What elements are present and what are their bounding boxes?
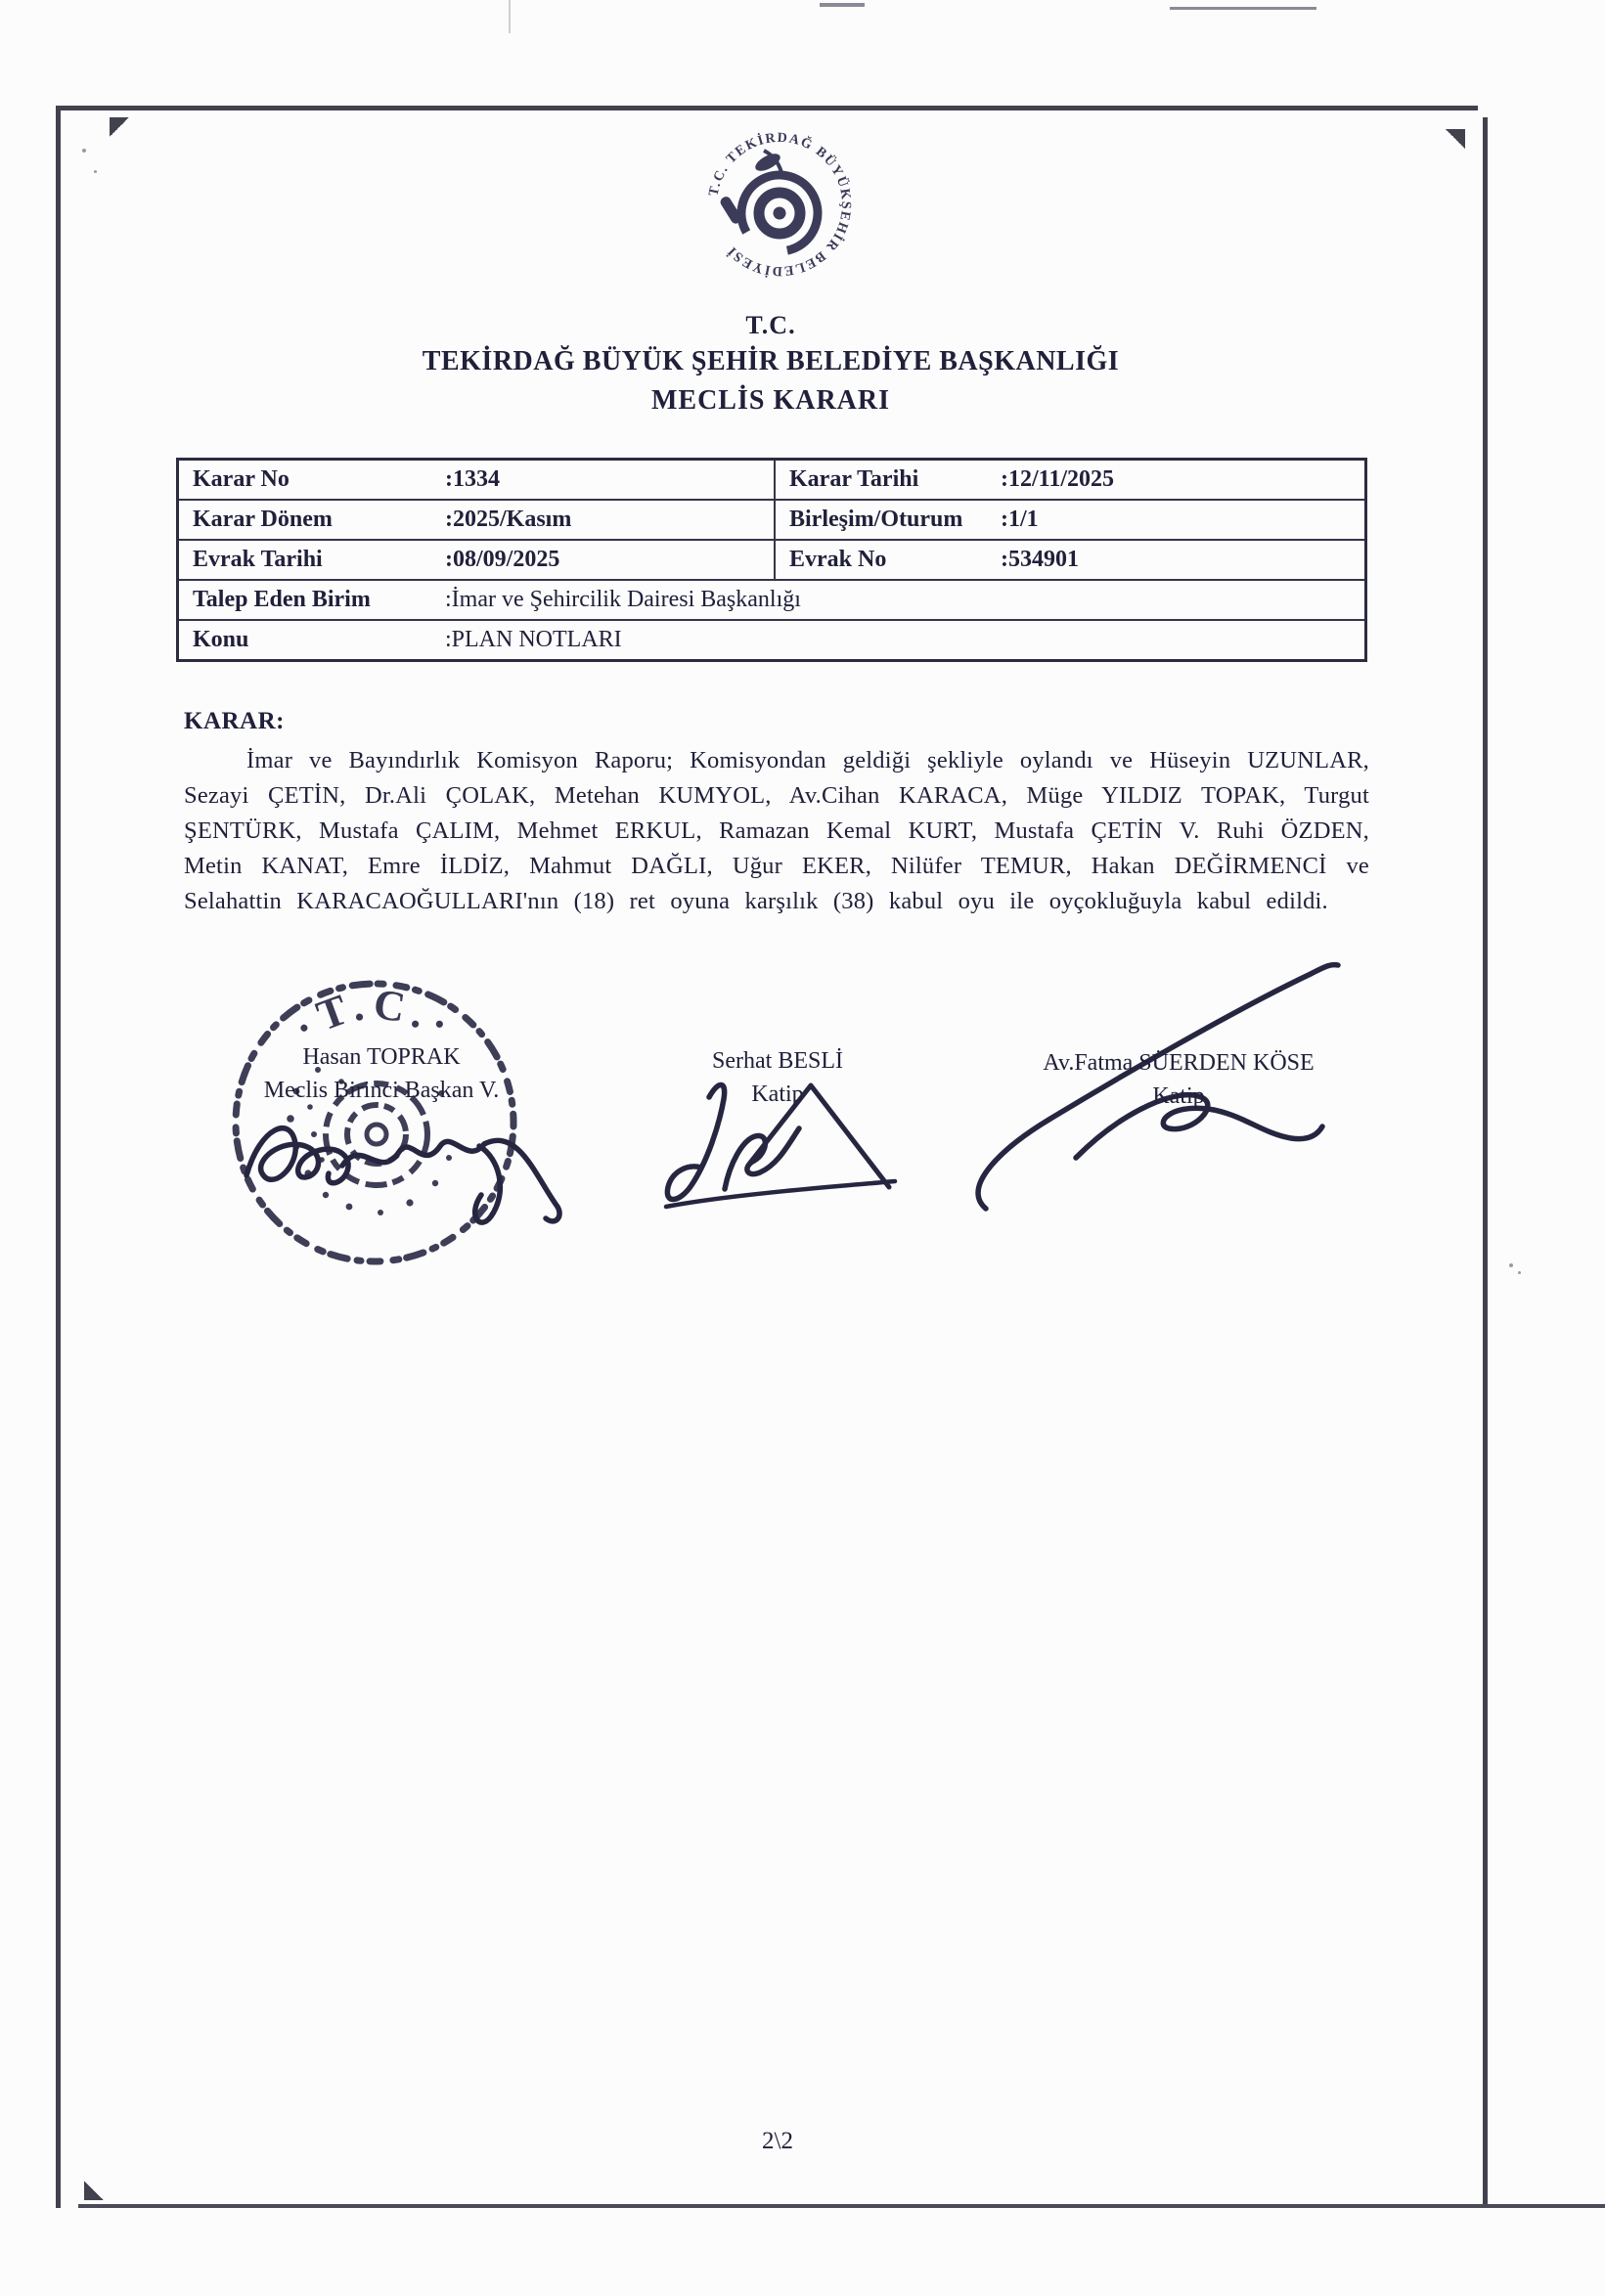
page-title: TEKİRDAĞ BÜYÜK ŞEHİR BELEDİYE BAŞKANLIĞI	[422, 346, 1120, 376]
field-value: :2025/Kasım	[445, 507, 572, 532]
signature-block-clerk-2	[998, 1050, 1360, 1110]
field-value: :PLAN NOTLARI	[445, 627, 622, 652]
signer-name: Hasan TOPRAK	[302, 1044, 461, 1070]
field-value: :534901	[1001, 547, 1079, 572]
signature-block-clerk-1	[636, 1048, 919, 1108]
table-row	[179, 501, 1364, 541]
field-value: :1/1	[1001, 507, 1039, 532]
field-value: :1334	[445, 466, 500, 492]
scan-artifact	[82, 149, 86, 153]
page-number: 2\2	[762, 2128, 793, 2154]
field-label: Evrak Tarihi	[193, 547, 323, 572]
scan-artifact	[94, 170, 97, 173]
field-value: :08/09/2025	[445, 547, 560, 572]
corner-mark-bottom-left	[84, 2181, 104, 2200]
scan-artifact	[1509, 1263, 1513, 1267]
field-label: Konu	[193, 627, 249, 652]
scan-artifact	[509, 0, 511, 33]
signer-title: Katip	[751, 1082, 804, 1107]
decision-heading: KARAR:	[184, 708, 285, 734]
scan-artifact	[1518, 1271, 1521, 1274]
document-header	[57, 311, 1485, 417]
table-row	[179, 581, 1364, 621]
field-label: Karar No	[193, 466, 290, 492]
table-row	[179, 541, 1364, 581]
signer-title: Meclis Birinci Başkan V.	[263, 1078, 500, 1103]
table-row	[179, 461, 1364, 501]
municipality-seal-icon	[696, 121, 863, 287]
republic-abbreviation: T.C.	[745, 311, 796, 339]
field-label: Karar Tarihi	[789, 466, 919, 492]
page-subtitle: MECLİS KARARI	[650, 385, 891, 416]
page-border-top	[56, 106, 1478, 110]
signer-title: Katip	[1152, 1083, 1205, 1109]
page-border-left	[56, 106, 61, 2208]
page-border-bottom	[78, 2204, 1605, 2208]
corner-mark-top-right	[1446, 129, 1465, 149]
scan-artifact	[820, 3, 865, 7]
corner-mark-top-left	[110, 117, 129, 137]
seal-ring-text: T.C. TEKİRDAĞ BÜYÜKŞEHİR BELEDİYESİ	[706, 130, 854, 279]
field-value: :12/11/2025	[1001, 466, 1115, 492]
field-label: Talep Eden Birim	[193, 587, 371, 612]
field-label: Karar Dönem	[193, 507, 333, 532]
decision-body-text: İmar ve Bayındırlık Komisyon Raporu; Komisyondan geldiği şekliyle oylandı ve Hüseyin UZUNLAR, Sezayi ÇETİN, Dr.Ali ÇOLAK, Metehan KUMYOL, Av.Cihan KARACA, Müge YILDIZ TOPAK, Turgut ŞENTÜRK, Mustafa ÇALIM, Mehmet ERKUL, Ramazan Kemal KURT, Mustafa ÇETİN V. Ruhi ÖZDEN, Metin KANAT, Emre İLDİZ, Mahmut DAĞLI, Uğur EKER, Nilüfer TEMUR, Hakan DEĞİRMENCİ ve Selahattin KARACAOĞULLARI'nın (18) ret oyuna karşılık (38) kabul oyu ile oyçokluğuyla kabul edildi.	[184, 747, 1369, 914]
field-label: Evrak No	[789, 547, 887, 572]
table-row	[179, 621, 1364, 659]
field-value: :İmar ve Şehircilik Dairesi Başkanlığı	[445, 587, 801, 612]
stamp-top-text: ·T.C.·	[284, 979, 466, 1052]
handwritten-signature-president-icon	[233, 1097, 570, 1249]
svg-text:·T.C.·	[285, 980, 465, 1052]
signer-name: Av.Fatma SÜERDEN KÖSE	[1043, 1050, 1315, 1076]
field-label: Birleşim/Oturum	[789, 507, 963, 532]
page-border-right	[1483, 117, 1488, 2207]
signer-name: Serhat BESLİ	[712, 1048, 843, 1074]
decision-info-table	[176, 458, 1367, 662]
signature-block-president	[230, 1044, 533, 1104]
scan-artifact	[1170, 7, 1316, 10]
